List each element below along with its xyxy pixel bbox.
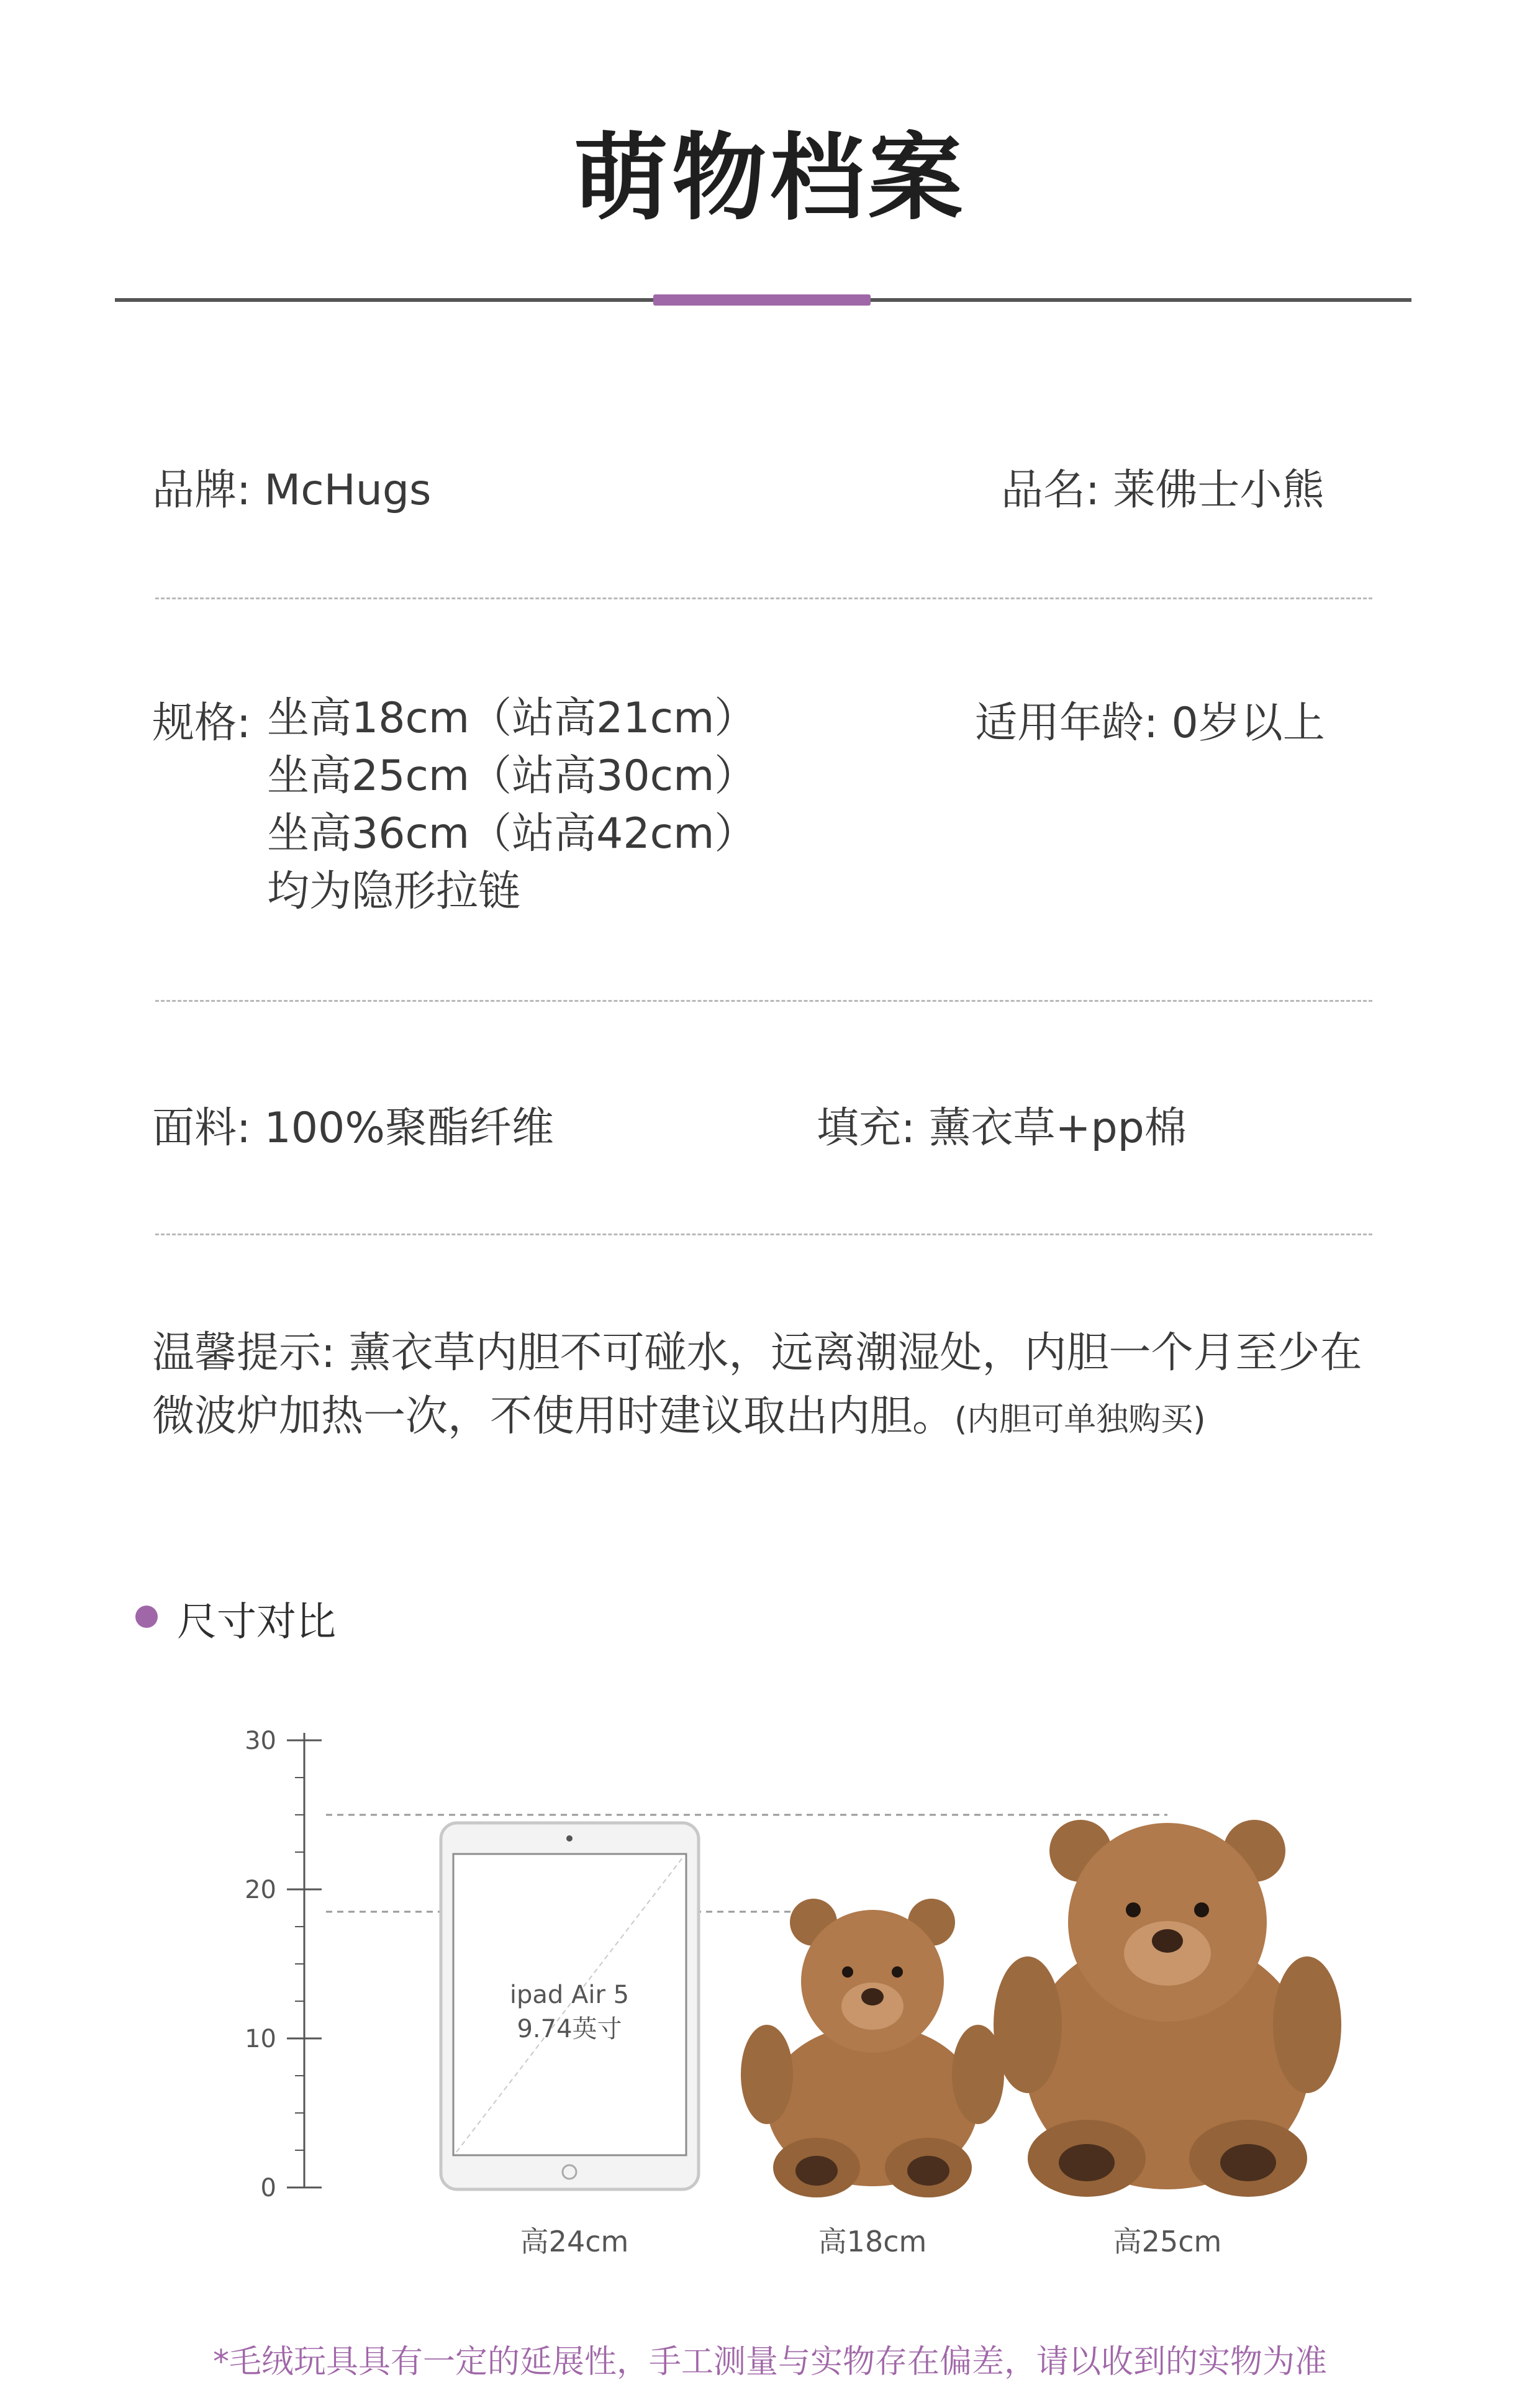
y-tick-label: 10 xyxy=(245,2025,276,2053)
product-name-text: 品名: 莱佛士小熊 xyxy=(1001,466,1325,515)
care-tip-note: (内胆可单独购买) xyxy=(954,1401,1206,1438)
spec-label: 规格: xyxy=(152,699,251,748)
category-label: 高24cm xyxy=(520,2225,629,2258)
divider-2 xyxy=(155,1000,1372,1002)
category-label: 高18cm xyxy=(818,2225,927,2258)
divider-1 xyxy=(155,597,1372,599)
y-tick-label: 30 xyxy=(245,1727,276,1755)
care-tip-text: 温馨提示: 薰衣草内胆不可碰水，远离潮湿处，内胆一个月至少在微波炉加热一次，不使用时建议取出内胆。 xyxy=(152,1329,1362,1441)
section-bullet-icon xyxy=(135,1606,158,1628)
page-title: 萌物档案 xyxy=(574,123,966,233)
large-bear-illustration xyxy=(994,1820,1341,2197)
age-text: 适用年龄: 0岁以上 xyxy=(975,699,1325,748)
care-tip xyxy=(152,1322,1394,1451)
category-label: 高25cm xyxy=(1113,2225,1222,2258)
title-accent-bar xyxy=(653,294,871,306)
filling-text: 填充: 薰衣草+pp棉 xyxy=(817,1104,1187,1153)
ipad-illustration xyxy=(441,1823,699,2189)
y-tick-label: 20 xyxy=(245,1876,276,1904)
ipad-size-label: 9.74英寸 xyxy=(517,2015,622,2043)
spec-line: 坐高36cm（站高42cm） xyxy=(267,809,757,858)
spec-line: 坐高25cm（站高30cm） xyxy=(267,752,757,801)
brand-text: 品牌: McHugs xyxy=(152,466,432,515)
size-comparison-chart xyxy=(0,1677,1540,2298)
spec-line: 均为隐形拉链 xyxy=(267,867,521,916)
y-tick-label: 0 xyxy=(260,2174,276,2202)
small-bear-illustration xyxy=(741,1899,1004,2197)
spec-list xyxy=(267,689,756,920)
fabric-text: 面料: 100%聚酯纤维 xyxy=(152,1104,554,1153)
ipad-model-label: ipad Air 5 xyxy=(509,1981,630,2009)
spec-line: 坐高18cm（站高21cm） xyxy=(267,694,757,743)
footer-note: *毛绒玩具具有一定的延展性，手工测量与实物存在偏差，请以收到的实物为准 xyxy=(212,2343,1327,2381)
divider-3 xyxy=(155,1233,1372,1235)
section-title: 尺寸对比 xyxy=(177,1599,336,1645)
